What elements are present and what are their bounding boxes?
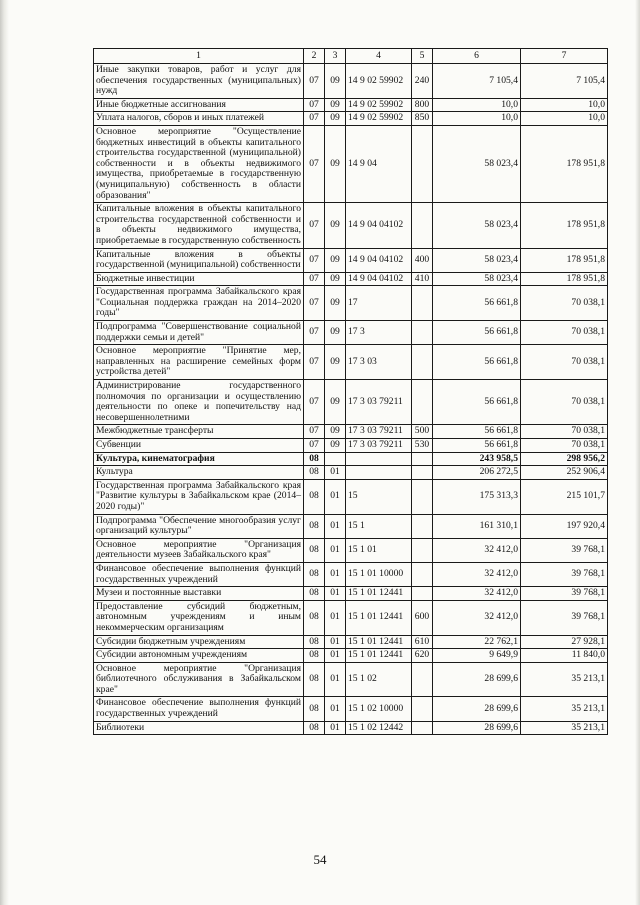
table-row xyxy=(94,321,608,345)
subsection-code-cell: 09 xyxy=(325,425,346,439)
section-code-cell: 08 xyxy=(304,562,325,586)
subsection-code-cell: 09 xyxy=(325,286,346,321)
section-code-cell: 08 xyxy=(304,600,325,635)
amount-year2-cell: 215 101,7 xyxy=(521,479,608,514)
expense-type-cell: 610 xyxy=(412,635,433,649)
page-number: 54 xyxy=(313,852,327,867)
section-code-cell: 08 xyxy=(304,662,325,697)
table-row xyxy=(94,635,608,649)
amount-year1-cell: 56 661,8 xyxy=(433,425,521,439)
expense-type-cell: 530 xyxy=(412,439,433,453)
amount-year2-cell: 35 213,1 xyxy=(521,662,608,697)
target-article-cell: 14 9 04 04102 xyxy=(346,248,412,272)
subsection-code-cell: 09 xyxy=(325,439,346,453)
column-header: 1 xyxy=(94,49,304,64)
row-name-cell: Основное мероприятие "Организация деятельности музеев Забайкальского края" xyxy=(94,538,304,562)
subsection-code-cell: 09 xyxy=(325,345,346,380)
expense-type-cell xyxy=(412,562,433,586)
section-code-cell: 07 xyxy=(304,439,325,453)
table-row xyxy=(94,203,608,248)
amount-year2-cell: 27 928,1 xyxy=(521,635,608,649)
target-article-cell: 14 9 02 59902 xyxy=(346,98,412,112)
amount-year1-cell: 9 649,9 xyxy=(433,649,521,663)
expense-type-cell: 850 xyxy=(412,112,433,126)
table-row xyxy=(94,380,608,425)
amount-year1-cell: 7 105,4 xyxy=(433,64,521,99)
row-name-cell: Субсидии бюджетным учреждениям xyxy=(94,635,304,649)
table-row xyxy=(94,479,608,514)
section-code-cell: 07 xyxy=(304,272,325,286)
table-row xyxy=(94,425,608,439)
amount-year1-cell: 56 661,8 xyxy=(433,345,521,380)
amount-year1-cell: 175 313,3 xyxy=(433,479,521,514)
subsection-code-cell: 01 xyxy=(325,479,346,514)
expense-type-cell: 500 xyxy=(412,425,433,439)
expense-type-cell xyxy=(412,203,433,248)
subsection-code-cell: 01 xyxy=(325,649,346,663)
subsection-code-cell: 01 xyxy=(325,600,346,635)
amount-year2-cell: 35 213,1 xyxy=(521,697,608,721)
section-code-cell: 07 xyxy=(304,380,325,425)
row-name-cell: Библиотеки xyxy=(94,721,304,735)
amount-year1-cell: 56 661,8 xyxy=(433,286,521,321)
row-name-cell: Иные бюджетные ассигнования xyxy=(94,98,304,112)
target-article-cell: 14 9 02 59902 xyxy=(346,64,412,99)
section-code-cell: 08 xyxy=(304,479,325,514)
amount-year1-cell: 32 412,0 xyxy=(433,600,521,635)
target-article-cell: 17 3 03 xyxy=(346,345,412,380)
amount-year2-cell: 178 951,8 xyxy=(521,272,608,286)
column-header: 5 xyxy=(412,49,433,64)
table-row xyxy=(94,272,608,286)
amount-year2-cell: 7 105,4 xyxy=(521,64,608,99)
row-name-cell: Капитальные вложения в объекты государственной (муниципальной) собственности xyxy=(94,248,304,272)
table-row xyxy=(94,248,608,272)
target-article-cell: 15 1 01 xyxy=(346,538,412,562)
amount-year2-cell: 11 840,0 xyxy=(521,649,608,663)
subsection-code-cell: 09 xyxy=(325,272,346,286)
expense-type-cell xyxy=(412,514,433,538)
target-article-cell xyxy=(346,466,412,480)
amount-year1-cell: 10,0 xyxy=(433,98,521,112)
expense-type-cell xyxy=(412,538,433,562)
amount-year1-cell: 32 412,0 xyxy=(433,587,521,601)
target-article-cell: 15 1 02 10000 xyxy=(346,697,412,721)
row-name-cell: Предоставление субсидий бюджетным, автономным учреждениям и иным некоммерческим организациям xyxy=(94,600,304,635)
row-name-cell: Подпрограмма "Совершенствование социальной поддержки семьи и детей" xyxy=(94,321,304,345)
section-code-cell: 07 xyxy=(304,112,325,126)
expense-type-cell: 620 xyxy=(412,649,433,663)
amount-year2-cell: 178 951,8 xyxy=(521,203,608,248)
table-row xyxy=(94,697,608,721)
table-row xyxy=(94,125,608,202)
amount-year2-cell: 39 768,1 xyxy=(521,600,608,635)
scan-edge-right xyxy=(635,0,640,905)
amount-year2-cell: 197 920,4 xyxy=(521,514,608,538)
table-row xyxy=(94,514,608,538)
target-article-cell: 14 9 04 04102 xyxy=(346,272,412,286)
target-article-cell: 15 1 01 12441 xyxy=(346,587,412,601)
target-article-cell: 15 1 xyxy=(346,514,412,538)
section-code-cell: 08 xyxy=(304,514,325,538)
subsection-code-cell: 01 xyxy=(325,538,346,562)
amount-year1-cell: 32 412,0 xyxy=(433,562,521,586)
expense-type-cell: 400 xyxy=(412,248,433,272)
amount-year2-cell: 252 906,4 xyxy=(521,466,608,480)
amount-year1-cell: 161 310,1 xyxy=(433,514,521,538)
section-code-cell: 08 xyxy=(304,721,325,735)
section-code-cell: 08 xyxy=(304,538,325,562)
scan-edge-left xyxy=(0,0,9,905)
table-row xyxy=(94,112,608,126)
subsection-code-cell: 01 xyxy=(325,587,346,601)
amount-year2-cell: 178 951,8 xyxy=(521,248,608,272)
section-code-cell: 07 xyxy=(304,125,325,202)
row-name-cell: Субсидии автономным учреждениям xyxy=(94,649,304,663)
expense-type-cell xyxy=(412,662,433,697)
target-article-cell: 15 1 01 12441 xyxy=(346,600,412,635)
amount-year1-cell: 28 699,6 xyxy=(433,697,521,721)
subsection-code-cell: 09 xyxy=(325,98,346,112)
row-name-cell: Музеи и постоянные выставки xyxy=(94,587,304,601)
table-row xyxy=(94,439,608,453)
expense-type-cell: 410 xyxy=(412,272,433,286)
row-name-cell: Капитальные вложения в объекты капитального строительства государственной собственности и в объекты недвижимого имущества, приобретаемые в государственную собственность xyxy=(94,203,304,248)
subsection-code-cell: 01 xyxy=(325,697,346,721)
amount-year2-cell: 70 038,1 xyxy=(521,321,608,345)
amount-year2-cell: 39 768,1 xyxy=(521,562,608,586)
row-name-cell: Культура xyxy=(94,466,304,480)
section-code-cell: 07 xyxy=(304,286,325,321)
section-code-cell: 07 xyxy=(304,98,325,112)
subsection-code-cell: 09 xyxy=(325,203,346,248)
target-article-cell: 17 3 03 79211 xyxy=(346,439,412,453)
amount-year1-cell: 206 272,5 xyxy=(433,466,521,480)
table-row xyxy=(94,587,608,601)
section-code-cell: 07 xyxy=(304,64,325,99)
section-code-cell: 07 xyxy=(304,248,325,272)
expense-type-cell xyxy=(412,452,433,466)
row-name-cell: Бюджетные инвестиции xyxy=(94,272,304,286)
target-article-cell: 17 3 03 79211 xyxy=(346,425,412,439)
amount-year2-cell: 39 768,1 xyxy=(521,538,608,562)
expense-type-cell xyxy=(412,380,433,425)
subsection-code-cell: 09 xyxy=(325,321,346,345)
amount-year1-cell: 56 661,8 xyxy=(433,321,521,345)
subsection-code-cell: 01 xyxy=(325,662,346,697)
expense-type-cell xyxy=(412,466,433,480)
section-code-cell: 08 xyxy=(304,635,325,649)
amount-year2-cell: 298 956,2 xyxy=(521,452,608,466)
amount-year1-cell: 28 699,6 xyxy=(433,662,521,697)
amount-year1-cell: 58 023,4 xyxy=(433,248,521,272)
amount-year2-cell: 70 038,1 xyxy=(521,439,608,453)
row-name-cell: Государственная программа Забайкальского края "Социальная поддержка граждан на 2014–2020 годы" xyxy=(94,286,304,321)
target-article-cell: 17 3 03 79211 xyxy=(346,380,412,425)
section-code-cell: 08 xyxy=(304,452,325,466)
target-article-cell: 17 3 xyxy=(346,321,412,345)
table-row xyxy=(94,452,608,466)
column-header: 4 xyxy=(346,49,412,64)
row-name-cell: Подпрограмма "Обеспечение многообразия услуг организаций культуры" xyxy=(94,514,304,538)
row-name-cell: Иные закупки товаров, работ и услуг для обеспечения государственных (муниципальных) нужд xyxy=(94,64,304,99)
table-row xyxy=(94,466,608,480)
table-row xyxy=(94,649,608,663)
expense-type-cell xyxy=(412,321,433,345)
table-row xyxy=(94,562,608,586)
subsection-code-cell: 01 xyxy=(325,562,346,586)
amount-year2-cell: 178 951,8 xyxy=(521,125,608,202)
amount-year1-cell: 58 023,4 xyxy=(433,125,521,202)
target-article-cell: 14 9 04 04102 xyxy=(346,203,412,248)
amount-year2-cell: 10,0 xyxy=(521,112,608,126)
subsection-code-cell: 01 xyxy=(325,466,346,480)
column-header: 7 xyxy=(521,49,608,64)
row-name-cell: Основное мероприятие "Принятие мер, направленных на расширение семейных форм устройства детей" xyxy=(94,345,304,380)
target-article-cell: 14 9 04 xyxy=(346,125,412,202)
row-name-cell: Уплата налогов, сборов и иных платежей xyxy=(94,112,304,126)
expense-type-cell xyxy=(412,721,433,735)
expense-type-cell: 240 xyxy=(412,64,433,99)
expense-type-cell xyxy=(412,345,433,380)
table-row xyxy=(94,600,608,635)
amount-year1-cell: 28 699,6 xyxy=(433,721,521,735)
target-article-cell: 15 1 01 10000 xyxy=(346,562,412,586)
target-article-cell: 15 1 01 12441 xyxy=(346,635,412,649)
amount-year2-cell: 35 213,1 xyxy=(521,721,608,735)
section-code-cell: 08 xyxy=(304,697,325,721)
expense-type-cell xyxy=(412,479,433,514)
row-name-cell: Государственная программа Забайкальского края "Развитие культуры в Забайкальском крае (2014–2020 годы)" xyxy=(94,479,304,514)
table-row xyxy=(94,98,608,112)
row-name-cell: Администрирование государственного полномочия по организации и осуществлению деятельности по опеке и попечительству над несовершеннолетними xyxy=(94,380,304,425)
subsection-code-cell: 01 xyxy=(325,514,346,538)
expense-type-cell xyxy=(412,125,433,202)
amount-year1-cell: 243 958,5 xyxy=(433,452,521,466)
target-article-cell: 15 1 02 xyxy=(346,662,412,697)
expense-type-cell xyxy=(412,286,433,321)
subsection-code-cell xyxy=(325,452,346,466)
column-header: 2 xyxy=(304,49,325,64)
table-header-row xyxy=(94,49,608,64)
amount-year2-cell: 10,0 xyxy=(521,98,608,112)
table-row xyxy=(94,64,608,99)
subsection-code-cell: 01 xyxy=(325,721,346,735)
section-code-cell: 07 xyxy=(304,425,325,439)
target-article-cell: 15 1 02 12442 xyxy=(346,721,412,735)
subsection-code-cell: 09 xyxy=(325,248,346,272)
amount-year1-cell: 22 762,1 xyxy=(433,635,521,649)
amount-year2-cell: 70 038,1 xyxy=(521,425,608,439)
subsection-code-cell: 09 xyxy=(325,380,346,425)
amount-year1-cell: 58 023,4 xyxy=(433,272,521,286)
subsection-code-cell: 09 xyxy=(325,64,346,99)
row-name-cell: Финансовое обеспечение выполнения функций государственных учреждений xyxy=(94,562,304,586)
subsection-code-cell: 01 xyxy=(325,635,346,649)
target-article-cell: 17 xyxy=(346,286,412,321)
column-header: 3 xyxy=(325,49,346,64)
table-row xyxy=(94,345,608,380)
row-name-cell: Финансовое обеспечение выполнения функций государственных учреждений xyxy=(94,697,304,721)
table-row xyxy=(94,721,608,735)
amount-year2-cell: 39 768,1 xyxy=(521,587,608,601)
section-code-cell: 08 xyxy=(304,649,325,663)
row-name-cell: Субвенции xyxy=(94,439,304,453)
row-name-cell: Основное мероприятие "Осуществление бюджетных инвестиций в объекты капитального строительства государственной (муниципальной) собственности и в объекты недвижимого имущества, приобретаемые в государственную (муниципальную) собственность в области образования" xyxy=(94,125,304,202)
amount-year2-cell: 70 038,1 xyxy=(521,286,608,321)
target-article-cell: 15 1 01 12441 xyxy=(346,649,412,663)
expense-type-cell: 600 xyxy=(412,600,433,635)
row-name-cell: Культура, кинематография xyxy=(94,452,304,466)
budget-table xyxy=(93,48,608,735)
section-code-cell: 08 xyxy=(304,587,325,601)
expense-type-cell xyxy=(412,697,433,721)
amount-year1-cell: 32 412,0 xyxy=(433,538,521,562)
amount-year2-cell: 70 038,1 xyxy=(521,380,608,425)
target-article-cell xyxy=(346,452,412,466)
section-code-cell: 07 xyxy=(304,345,325,380)
amount-year2-cell: 70 038,1 xyxy=(521,345,608,380)
row-name-cell: Межбюджетные трансферты xyxy=(94,425,304,439)
column-header: 6 xyxy=(433,49,521,64)
expense-type-cell xyxy=(412,587,433,601)
row-name-cell: Основное мероприятие "Организация библиотечного обслуживания в Забайкальском крае" xyxy=(94,662,304,697)
target-article-cell: 14 9 02 59902 xyxy=(346,112,412,126)
expense-type-cell: 800 xyxy=(412,98,433,112)
table-row xyxy=(94,662,608,697)
amount-year1-cell: 58 023,4 xyxy=(433,203,521,248)
table-body xyxy=(94,64,608,735)
amount-year1-cell: 10,0 xyxy=(433,112,521,126)
amount-year1-cell: 56 661,8 xyxy=(433,380,521,425)
target-article-cell: 15 xyxy=(346,479,412,514)
amount-year1-cell: 56 661,8 xyxy=(433,439,521,453)
section-code-cell: 07 xyxy=(304,321,325,345)
table-row xyxy=(94,286,608,321)
subsection-code-cell: 09 xyxy=(325,125,346,202)
section-code-cell: 07 xyxy=(304,203,325,248)
section-code-cell: 08 xyxy=(304,466,325,480)
subsection-code-cell: 09 xyxy=(325,112,346,126)
table-row xyxy=(94,538,608,562)
